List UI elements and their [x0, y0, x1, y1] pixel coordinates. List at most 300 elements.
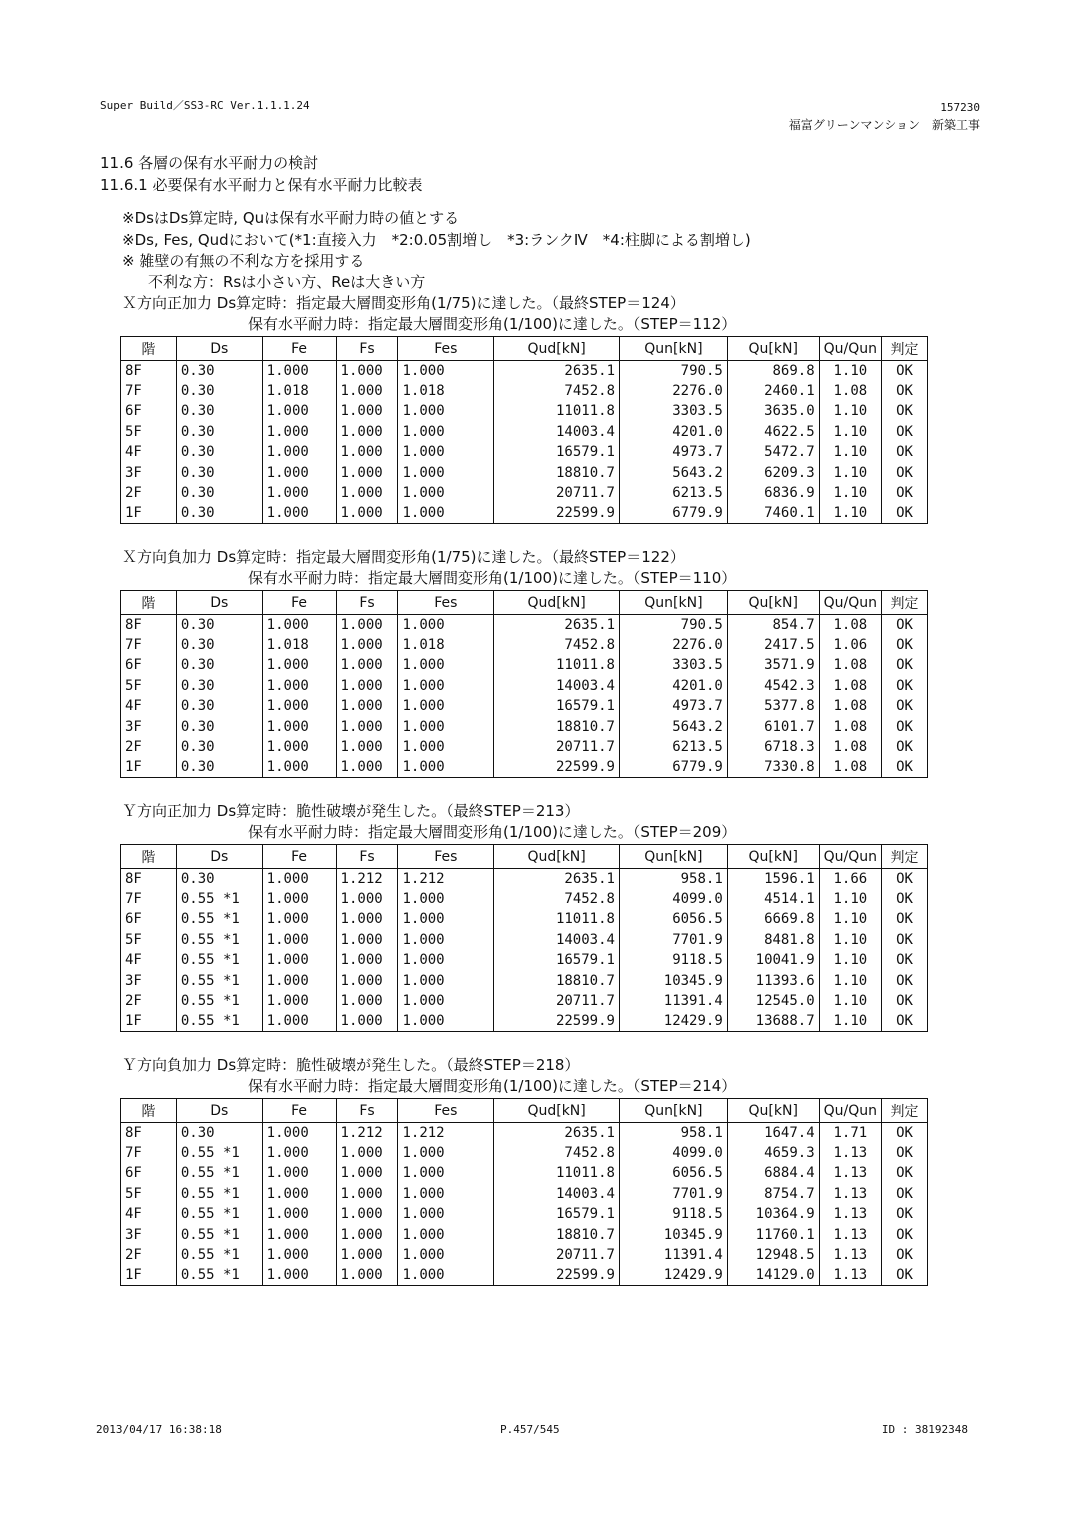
table-row — [121, 1011, 928, 1031]
table-cell: OK — [882, 991, 928, 1011]
table-cell: 3635.0 — [727, 401, 819, 421]
table-cell: 1.018 — [262, 381, 336, 401]
table-cell: 1F — [121, 503, 177, 523]
table-cell: 22599.9 — [494, 757, 620, 777]
table-cell: 7F — [121, 635, 177, 655]
table-cell: 22599.9 — [494, 1265, 620, 1285]
table-cell: 1.000 — [398, 1011, 494, 1031]
table-cell: 4201.0 — [620, 422, 728, 442]
table-cell: 1.06 — [819, 635, 881, 655]
table-cell: 1.000 — [336, 676, 398, 696]
table-cell: 4514.1 — [727, 889, 819, 909]
table-cell: 5F — [121, 676, 177, 696]
table-cell: 1.08 — [819, 676, 881, 696]
column-header: 判定 — [882, 1099, 928, 1123]
table-cell: 0.30 — [176, 442, 262, 462]
table-cell: 1647.4 — [727, 1123, 819, 1143]
table-row — [121, 970, 928, 990]
table-cell: 6F — [121, 401, 177, 421]
table-cell: 1.000 — [398, 676, 494, 696]
table-cell: 1.10 — [819, 462, 881, 482]
table-cell: 6213.5 — [620, 737, 728, 757]
table-cell: 7452.8 — [494, 1143, 620, 1163]
column-header: Ds — [176, 1099, 262, 1123]
table-cell: 1.000 — [398, 1245, 494, 1265]
table-cell: 0.30 — [176, 361, 262, 381]
column-header: Fes — [398, 1099, 494, 1123]
table-cell: 1.66 — [819, 869, 881, 889]
column-header: Fs — [336, 845, 398, 869]
table-cell: 1.000 — [336, 361, 398, 381]
column-header: Qu[kN] — [727, 591, 819, 615]
table-cell: 12948.5 — [727, 1245, 819, 1265]
table-cell: 11011.8 — [494, 909, 620, 929]
table-cell: 2F — [121, 991, 177, 1011]
table-cell: 10345.9 — [619, 1224, 727, 1244]
table-header-row — [121, 591, 928, 615]
table-cell: OK — [882, 503, 928, 523]
table-cell: 6F — [121, 1163, 177, 1183]
table-cell: 6F — [121, 909, 177, 929]
document-number: 157230 — [940, 101, 980, 114]
table-cell: 16579.1 — [494, 950, 620, 970]
table-cell: 1.000 — [262, 950, 336, 970]
table-cell: 1.000 — [262, 889, 336, 909]
table-cell: OK — [882, 1123, 928, 1143]
table-cell: 12429.9 — [619, 1265, 727, 1285]
table-cell: OK — [882, 930, 928, 950]
table-cell: 11011.8 — [494, 401, 620, 421]
table-row — [121, 1123, 928, 1143]
table-cell: 5F — [121, 422, 177, 442]
table-cell: 1.000 — [262, 1011, 336, 1031]
column-header: Fs — [336, 337, 398, 361]
table-cell: 18810.7 — [494, 716, 620, 736]
table-cell: 1.10 — [819, 930, 881, 950]
table-cell: 20711.7 — [494, 483, 620, 503]
table-cell: 4F — [121, 1204, 177, 1224]
column-header: Fes — [398, 337, 494, 361]
table-cell: 0.55 *1 — [176, 1224, 262, 1244]
table-cell: 1.000 — [336, 696, 398, 716]
table-cell: 1.000 — [336, 889, 398, 909]
table-row — [121, 503, 928, 523]
table-cell: 1.10 — [819, 970, 881, 990]
table-cell: 2460.1 — [727, 381, 819, 401]
table-cell: 4099.0 — [619, 1143, 727, 1163]
table-cell: OK — [882, 869, 928, 889]
table-cell: 2F — [121, 483, 177, 503]
table-cell: 1.10 — [819, 483, 881, 503]
table-cell: 1.000 — [336, 1011, 398, 1031]
table-row — [121, 930, 928, 950]
table-cell: 1.08 — [819, 757, 881, 777]
table-cell: 0.30 — [176, 1123, 262, 1143]
table-cell: 1.13 — [819, 1245, 881, 1265]
software-version: Super Build／SS3-RC Ver.1.1.1.24 — [100, 99, 310, 112]
table-cell: 4201.0 — [620, 676, 728, 696]
column-header: Qu[kN] — [727, 1099, 819, 1123]
table-cell: 11760.1 — [727, 1224, 819, 1244]
table-cell: 0.55 *1 — [176, 991, 262, 1011]
table-cell: OK — [882, 483, 928, 503]
table-cell: 4F — [121, 696, 177, 716]
table-cell: 1.000 — [398, 615, 494, 635]
table-cell: 7F — [121, 889, 177, 909]
table-cell: 8F — [121, 869, 177, 889]
table-cell: 1.000 — [398, 1163, 494, 1183]
column-header: Fe — [262, 1099, 336, 1123]
table-cell: 6718.3 — [727, 737, 819, 757]
table-cell: 1.000 — [262, 655, 336, 675]
table-cell: 0.30 — [176, 737, 262, 757]
table-cell: 20711.7 — [494, 1245, 620, 1265]
table-cell: 1.000 — [336, 930, 398, 950]
table-cell: 0.55 *1 — [176, 909, 262, 929]
table-cell: 1.000 — [398, 462, 494, 482]
table-cell: OK — [882, 655, 928, 675]
print-datetime: 2013/04/17 16:38:18 — [96, 1423, 222, 1436]
table-cell: 1.000 — [262, 991, 336, 1011]
table-cell: 0.30 — [176, 635, 262, 655]
table-cell: 1.10 — [819, 361, 881, 381]
table-cell: OK — [882, 757, 928, 777]
table-cell: 1.000 — [262, 1123, 336, 1143]
table-cell: OK — [882, 381, 928, 401]
table-cell: 1.000 — [262, 909, 336, 929]
document-id: ID : 38192348 — [881, 1423, 968, 1436]
table-row — [121, 1265, 928, 1285]
note-line-3: ※ 雑壁の有無の不利な方を採用する — [122, 252, 365, 270]
table-cell: OK — [882, 1143, 928, 1163]
condition-line-qu: 保有水平耐力時：指定最大層間変形角(1/100)に達した。（STEP＝214） — [248, 1077, 737, 1095]
table-cell: 1.000 — [398, 422, 494, 442]
table-cell: OK — [882, 1011, 928, 1031]
table-cell: 5643.2 — [620, 716, 728, 736]
table-cell: 4659.3 — [727, 1143, 819, 1163]
table-cell: 4F — [121, 950, 177, 970]
table-cell: 0.55 *1 — [176, 1245, 262, 1265]
table-cell: OK — [882, 361, 928, 381]
table-cell: 2635.1 — [494, 1123, 620, 1143]
table-cell: OK — [882, 422, 928, 442]
table-cell: 6779.9 — [620, 503, 728, 523]
table-cell: 1.212 — [398, 869, 494, 889]
condition-line-ds: Ｘ方向正加力 Ds算定時：指定最大層間変形角(1/75)に達した。（最終STEP＝124） — [122, 294, 685, 312]
table-cell: 0.30 — [176, 676, 262, 696]
table-cell: 1.10 — [819, 442, 881, 462]
table-cell: 1.000 — [262, 1265, 336, 1285]
table-header-row — [121, 1099, 928, 1123]
column-header: 階 — [121, 337, 177, 361]
table-cell: 1.13 — [819, 1143, 881, 1163]
table-cell: 1.000 — [398, 930, 494, 950]
table-cell: 7F — [121, 381, 177, 401]
table-cell: 2F — [121, 737, 177, 757]
table-cell: 1.10 — [819, 950, 881, 970]
condition-line-ds: Ｘ方向負加力 Ds算定時：指定最大層間変形角(1/75)に達した。（最終STEP＝122） — [122, 548, 685, 566]
column-header: Ds — [176, 591, 262, 615]
table-cell: 6056.5 — [619, 909, 727, 929]
table-cell: 2276.0 — [620, 635, 728, 655]
condition-line-ds: Ｙ方向負加力 Ds算定時：脆性破壊が発生した。（最終STEP＝218） — [122, 1056, 580, 1074]
table-header-row — [121, 845, 928, 869]
table-cell: 0.55 *1 — [176, 1265, 262, 1285]
table-cell: 8481.8 — [727, 930, 819, 950]
table-cell: 1.08 — [819, 381, 881, 401]
table-row — [121, 676, 928, 696]
table-cell: 1.000 — [262, 1245, 336, 1265]
table-cell: 790.5 — [620, 615, 728, 635]
table-cell: 0.30 — [176, 422, 262, 442]
table-cell: 1.000 — [336, 909, 398, 929]
column-header: Qu/Qun — [819, 1099, 881, 1123]
table-cell: 1.000 — [398, 1184, 494, 1204]
table-cell: 0.30 — [176, 757, 262, 777]
section-subtitle: 11.6.1 必要保有水平耐力と保有水平耐力比較表 — [100, 176, 423, 194]
column-header: 判定 — [882, 337, 928, 361]
table-cell: 1.08 — [819, 737, 881, 757]
note-line-1: ※DsはDs算定時, Quは保有水平耐力時の値とする — [122, 209, 460, 227]
table-cell: 1.000 — [336, 970, 398, 990]
table-cell: 14003.4 — [494, 1184, 620, 1204]
table-cell: 0.30 — [176, 655, 262, 675]
table-cell: 1.000 — [398, 970, 494, 990]
table-cell: 14003.4 — [494, 422, 620, 442]
table-cell: OK — [882, 442, 928, 462]
table-cell: 8F — [121, 361, 177, 381]
table-row — [121, 716, 928, 736]
table-cell: OK — [882, 716, 928, 736]
column-header: Qu/Qun — [819, 591, 881, 615]
table-cell: 790.5 — [620, 361, 728, 381]
column-header: Qun[kN] — [619, 1099, 727, 1123]
table-row — [121, 442, 928, 462]
table-cell: 4F — [121, 442, 177, 462]
table-cell: 18810.7 — [494, 462, 620, 482]
table-cell: 11393.6 — [727, 970, 819, 990]
table-row — [121, 869, 928, 889]
table-cell: OK — [882, 1245, 928, 1265]
table-cell: 10364.9 — [727, 1204, 819, 1224]
table-cell: 14003.4 — [494, 930, 620, 950]
table-cell: 20711.7 — [494, 991, 620, 1011]
table-cell: 11391.4 — [619, 1245, 727, 1265]
table-cell: 958.1 — [619, 869, 727, 889]
table-cell: 1.000 — [398, 442, 494, 462]
table-row — [121, 1224, 928, 1244]
table-cell: 10345.9 — [619, 970, 727, 990]
table-cell: 10041.9 — [727, 950, 819, 970]
table-cell: 5F — [121, 1184, 177, 1204]
table-cell: 1.000 — [262, 696, 336, 716]
comparison-table — [120, 336, 928, 524]
table-cell: 12429.9 — [619, 1011, 727, 1031]
table-cell: 0.55 *1 — [176, 1143, 262, 1163]
table-cell: 0.30 — [176, 615, 262, 635]
table-cell: 9118.5 — [619, 1204, 727, 1224]
column-header: Fe — [262, 845, 336, 869]
table-row — [121, 483, 928, 503]
table-cell: OK — [882, 696, 928, 716]
table-row — [121, 950, 928, 970]
table-cell: 1.018 — [398, 635, 494, 655]
table-cell: 1.212 — [398, 1123, 494, 1143]
table-cell: 0.30 — [176, 401, 262, 421]
table-row — [121, 1184, 928, 1204]
column-header: Qud[kN] — [494, 337, 620, 361]
table-row — [121, 909, 928, 929]
project-name: 福富グリーンマンション 新築工事 — [788, 118, 980, 132]
table-cell: 1.000 — [336, 381, 398, 401]
table-cell: 6101.7 — [727, 716, 819, 736]
table-cell: 1.000 — [262, 869, 336, 889]
column-header: Fe — [262, 337, 336, 361]
table-cell: 1F — [121, 1011, 177, 1031]
table-cell: 1.10 — [819, 422, 881, 442]
table-cell: 1.000 — [336, 1204, 398, 1224]
table-cell: OK — [882, 401, 928, 421]
table-row — [121, 889, 928, 909]
table-cell: 16579.1 — [494, 1204, 620, 1224]
comparison-table — [120, 844, 928, 1032]
table-cell: 1.000 — [398, 361, 494, 381]
table-cell: 0.55 *1 — [176, 1163, 262, 1183]
section-title: 11.6 各層の保有水平耐力の検討 — [100, 154, 319, 172]
table-cell: 1.000 — [262, 361, 336, 381]
table-cell: 0.30 — [176, 462, 262, 482]
column-header: Fes — [398, 845, 494, 869]
table-cell: 6779.9 — [620, 757, 728, 777]
column-header: Ds — [176, 845, 262, 869]
table-cell: 0.55 *1 — [176, 1011, 262, 1031]
column-header: Fs — [336, 1099, 398, 1123]
table-cell: 0.55 *1 — [176, 1204, 262, 1224]
table-cell: 6F — [121, 655, 177, 675]
table-cell: 1.000 — [398, 1204, 494, 1224]
comparison-table — [120, 1098, 928, 1286]
table-cell: 3F — [121, 716, 177, 736]
table-cell: 16579.1 — [494, 442, 620, 462]
column-header: Qud[kN] — [494, 591, 620, 615]
table-cell: 1.000 — [262, 1204, 336, 1224]
table-cell: 869.8 — [727, 361, 819, 381]
table-cell: 1.10 — [819, 1011, 881, 1031]
table-cell: 11011.8 — [494, 1163, 620, 1183]
table-cell: 4622.5 — [727, 422, 819, 442]
table-cell: 958.1 — [619, 1123, 727, 1143]
table-cell: 1.000 — [398, 655, 494, 675]
condition-line-qu: 保有水平耐力時：指定最大層間変形角(1/100)に達した。（STEP＝209） — [248, 823, 737, 841]
table-cell: 8F — [121, 1123, 177, 1143]
table-row — [121, 401, 928, 421]
column-header: Qu[kN] — [727, 845, 819, 869]
table-cell: 2635.1 — [494, 869, 620, 889]
table-cell: OK — [882, 950, 928, 970]
table-cell: 1.000 — [336, 1245, 398, 1265]
table-cell: 1.08 — [819, 655, 881, 675]
table-row — [121, 381, 928, 401]
column-header: Qun[kN] — [620, 337, 728, 361]
table-cell: 1.000 — [336, 950, 398, 970]
table-cell: 1.000 — [336, 503, 398, 523]
table-cell: OK — [882, 909, 928, 929]
table-cell: 1.018 — [398, 381, 494, 401]
table-cell: 6213.5 — [620, 483, 728, 503]
table-cell: OK — [882, 635, 928, 655]
table-cell: 1.000 — [262, 970, 336, 990]
column-header: Qu/Qun — [819, 845, 881, 869]
table-cell: 1.08 — [819, 716, 881, 736]
table-cell: 4099.0 — [619, 889, 727, 909]
table-cell: 1.000 — [336, 1265, 398, 1285]
table-cell: 1.000 — [336, 1163, 398, 1183]
table-cell: 1.000 — [336, 462, 398, 482]
table-cell: 1.000 — [398, 950, 494, 970]
table-cell: 1.212 — [336, 1123, 398, 1143]
table-cell: 6884.4 — [727, 1163, 819, 1183]
table-cell: 22599.9 — [494, 503, 620, 523]
table-cell: 11011.8 — [494, 655, 620, 675]
table-cell: 14129.0 — [727, 1265, 819, 1285]
table-row — [121, 655, 928, 675]
table-cell: 7452.8 — [494, 889, 620, 909]
table-cell: 1.000 — [398, 1143, 494, 1163]
column-header: Qu/Qun — [819, 337, 881, 361]
column-header: 階 — [121, 845, 177, 869]
table-row — [121, 462, 928, 482]
column-header: Fes — [398, 591, 494, 615]
table-cell: 1.000 — [398, 909, 494, 929]
table-cell: 1.000 — [336, 635, 398, 655]
table-cell: 6056.5 — [619, 1163, 727, 1183]
table-cell: 7701.9 — [619, 1184, 727, 1204]
table-cell: 13688.7 — [727, 1011, 819, 1031]
table-cell: 1.08 — [819, 615, 881, 635]
table-cell: 18810.7 — [494, 1224, 620, 1244]
column-header: Fe — [262, 591, 336, 615]
table-cell: 7452.8 — [494, 381, 620, 401]
table-cell: 854.7 — [727, 615, 819, 635]
table-cell: 1.000 — [262, 401, 336, 421]
table-cell: 1.000 — [398, 1224, 494, 1244]
table-cell: 11391.4 — [619, 991, 727, 1011]
table-cell: 5643.2 — [620, 462, 728, 482]
table-cell: 0.30 — [176, 503, 262, 523]
table-cell: 0.55 *1 — [176, 889, 262, 909]
table-cell: 3303.5 — [620, 655, 728, 675]
page-number: P.457/545 — [500, 1423, 560, 1436]
table-cell: 1.000 — [398, 716, 494, 736]
table-cell: 1.08 — [819, 696, 881, 716]
table-cell: 7460.1 — [727, 503, 819, 523]
table-cell: 3F — [121, 1224, 177, 1244]
table-cell: 0.55 *1 — [176, 930, 262, 950]
table-cell: 0.30 — [176, 483, 262, 503]
table-cell: 7701.9 — [619, 930, 727, 950]
table-cell: OK — [882, 462, 928, 482]
column-header: 判定 — [882, 845, 928, 869]
table-cell: 0.30 — [176, 381, 262, 401]
table-cell: 1.000 — [398, 737, 494, 757]
table-cell: 1.13 — [819, 1184, 881, 1204]
table-cell: 1.000 — [398, 696, 494, 716]
table-cell: 18810.7 — [494, 970, 620, 990]
table-cell: 2635.1 — [494, 361, 620, 381]
table-cell: 14003.4 — [494, 676, 620, 696]
table-cell: 1.000 — [262, 716, 336, 736]
table-cell: OK — [882, 970, 928, 990]
